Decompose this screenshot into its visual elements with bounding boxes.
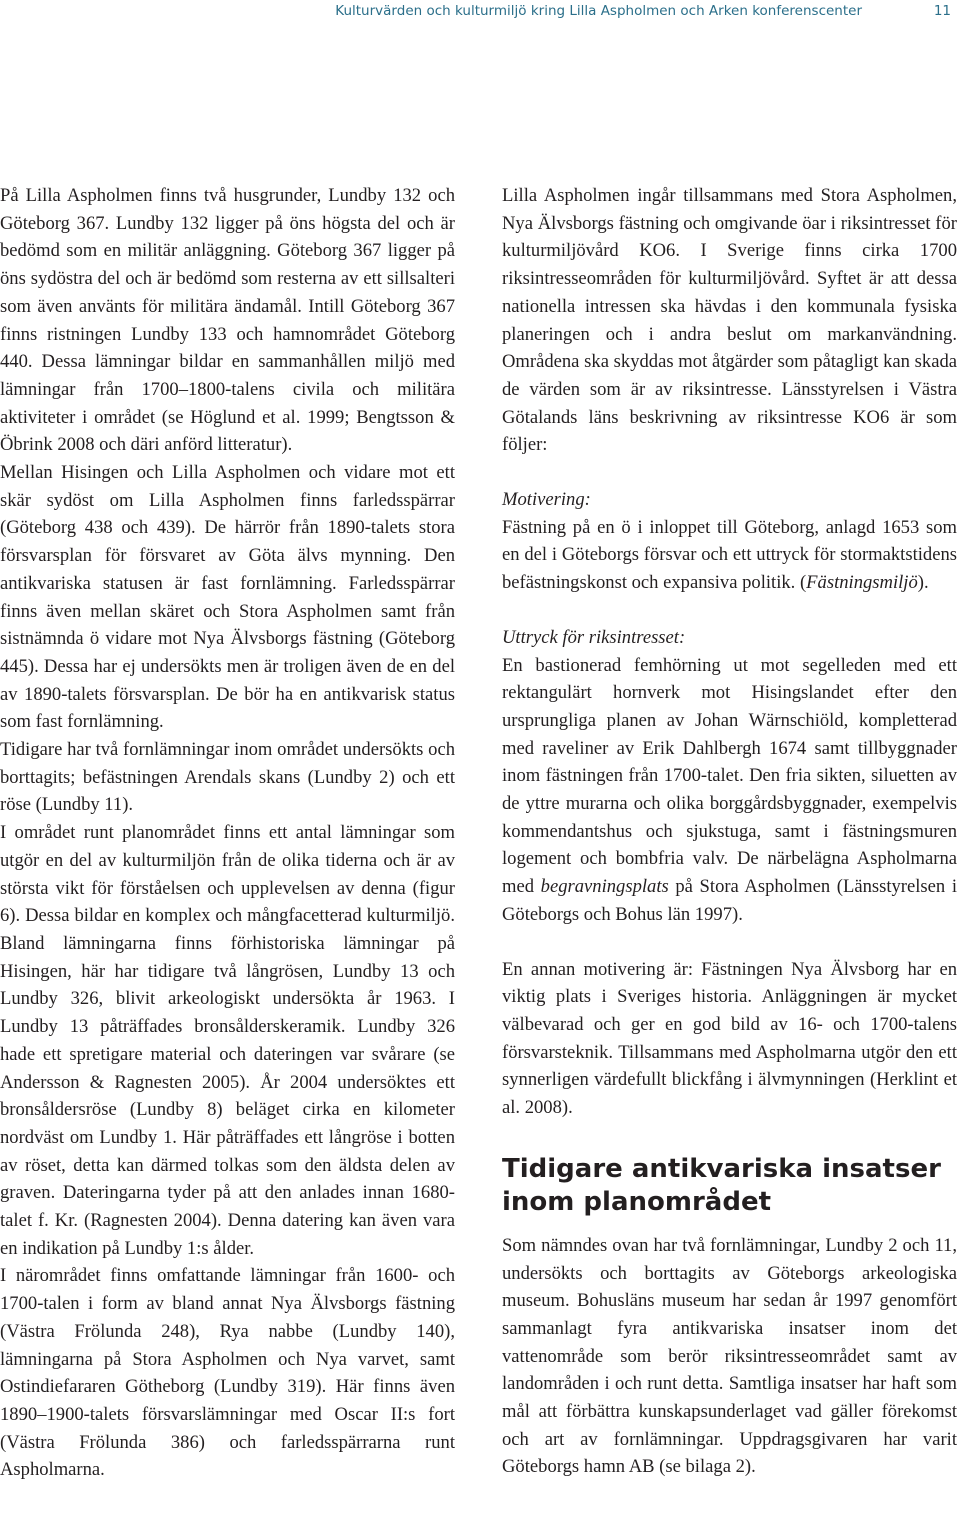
uttryck-text-part-1: En bastionerad femhörning ut mot segelleden med ett rektangulärt hornverk mot Hisingslandet efter den ursprungliga planen av Johan Wärnschiöld, kompletterad med raveliner av Erik Dahlbergh 1674 samt tillbyggnader inom fästningen från 1700-talet. Den fria sikten, siluetten av de yttre murarna och olika borggårdsbyggnader, exempelvis kommendantshus och sjukstuga, samt i fästningsmuren logement och bombfria valv. De närbelägna Aspholmarna med (502, 654, 957, 898)
body-paragraph: På Lilla Aspholmen finns två husgrunder, Lundby 132 och Göteborg 367. Lundby 132 ligger på öns högsta del och är bedömd som en militär anläggning. Göteborg 367 ligger på öns sydöstra del och är bedömd som resterna av ett sillsalteri som även använts för militära ändamål. Intill Göteborg 367 finns ristningen Lundby 133 och hamnområdet Göteborg 440. Dessa lämningar bildar en sammanhållen miljö med lämningar från 1700–1800-talens civila och militära aktiviteter i området (se Höglund et al. 1999; Bengtsson & Öbrink 2008 och däri anförd litteratur). (0, 185, 455, 456)
section-heading: Tidigare antikvariska insatser inom planområdet (502, 1153, 941, 1217)
uttryck-label: Uttryck för riksintresset: (502, 626, 686, 648)
left-column (0, 182, 455, 1484)
body-paragraph: I området runt planområdet finns ett antal lämningar som utgör en del av kulturmiljön från de olika tiderna och är av största vikt för förståelsen och upplevelsen av denna (figur 6). Dessa bildar en komplex och mångfacetterad kulturmiljö. Bland lämningarna finns förhistoriska lämningar på Hisingen, här har tidigare två långrösen, Lundby 13 och Lundby 326, blivit arkeologiskt undersökta år 1963. I Lundby 13 påträffades bronsålderskeramik. Lundby 326 hade ett spretigare material och dateringen var svårare (se Andersson & Ragnesten 2005). År 2004 undersöktes ett bronsåldersröse (Lundby 8) beläget cirka en kilometer nordväst om Lundby 1. Här påträffades ett långröse i botten av röset, detta kan därmed tolkas som den äldsta delen av graven. Dateringarna tyder på att den anlades innan 1680-talet f. Kr. (Ragnesten 2004). Denna datering kan även vara en indikation på Lundby 1:s ålder. (0, 822, 455, 1259)
body-paragraph: I närområdet finns omfattande lämningar från 1600- och 1700-talen i form av bland annat Nya Älvsborgs fästning (Västra Frölunda 248), Rya nabbe (Lundby 140), lämningarna på Stora Aspholmen och Nya varvet, samt Ostindiefararen Götheborg (Lundby 319). Här finns även 1890–1900-talets försvarslämningar med Oscar II:s fort (Västra Frölunda 386) och farledsspärrarna runt Aspholmarna. (0, 1265, 455, 1481)
running-header (0, 3, 960, 23)
body-paragraph: Mellan Hisingen och Lilla Aspholmen och vidare mot ett skär sydöst om Lilla Aspholmen finns farledsspärrar (Göteborg 438 och 439). De härrör från 1890-talets stora försvarsplan för försvaret av Göta älvs mynning. Den antikvariska statusen är fast fornlämning. Farledsspärrar finns även mellan skäret och Stora Aspholmen samt från sistnämnda ö vidare mot Nya Älvsborgs fästning (Göteborg 445). Dessa har ej undersökts men är troligen även de en del av 1890-talets försvarsplan. De bör ha en antikvarisk status som fast fornlämning. (0, 462, 455, 733)
uttryck-text-part-2: på Stora Aspholmen (Länsstyrelsen i Göteborgs och Bohus län 1997). (502, 876, 958, 925)
right-column (502, 182, 957, 1481)
motivering-text: Fästning på en ö i inloppet till Göteborg, anlagd 1653 som en del i Göteborgs försvar och ett uttryck för stormaktstidens befästningskonst och expansiva politik. ( (502, 516, 957, 594)
motivering-paragraph (502, 514, 957, 597)
body-paragraph: En annan motivering är: Fästningen Nya Älvsborg har en viktig plats i Sveriges historia. Anläggningen är mycket välbevarad och ger en god bild av 16- och 1700-talens försvarsteknik. Tillsammans med Aspholmarna utgör den ett synnerligen värdefullt blickfång i älvmynningen (Herklint et al. 2008). (502, 958, 957, 1119)
body-paragraph: Som nämndes ovan har två fornlämningar, Lundby 2 och 11, undersökts och borttagits av Göteborgs arkeologiska museum. Bohusläns museum har sedan år 1997 genomfört sammanlagt fyra antikvariska insatser inom det vattenområde som berör riksintresseområdet samt av landområden i och runt detta. Samtliga insatser har haft som mål att förbättra kunskapsunderlaget vad gäller förekomst och art av fornlämningar. Uppdragsgivaren har varit Göteborgs hamn AB (se bilaga 2). (502, 1234, 957, 1478)
motivering-emphasis: Fästningsmiljö (806, 572, 918, 594)
body-paragraph: Lilla Aspholmen ingår tillsammans med Stora Aspholmen, Nya Älvsborgs fästning och omgivande öar i riksintresset för kulturmiljövård KO6. I Sverige finns cirka 1700 riksintresseområden för kulturmiljövård. Syftet är att dessa nationella intressen ska hävdas i den kommunala fysiska planeringen och i andra beslut om markanvändning. Områdena ska skyddas mot åtgärder som påtagligt kan skada de värden som är av riksintresse. Länsstyrelsen i Västra Götalands läns beskrivning av riksintresse KO6 är som följer: (502, 185, 957, 456)
running-header-title: Kulturvärden och kulturmiljö kring Lilla Aspholmen och Arken konferenscenter (335, 3, 862, 19)
uttryck-paragraph (502, 652, 957, 929)
body-paragraph: Tidigare har två fornlämningar inom området undersökts och borttagits; befästningen Arendals skans (Lundby 2) och ett röse (Lundby 11). (0, 739, 455, 816)
uttryck-emphasis: begravningsplats (540, 876, 669, 898)
motivering-close: ). (917, 572, 929, 594)
motivering-label: Motivering: (502, 489, 591, 511)
page-number: 11 (933, 3, 951, 19)
